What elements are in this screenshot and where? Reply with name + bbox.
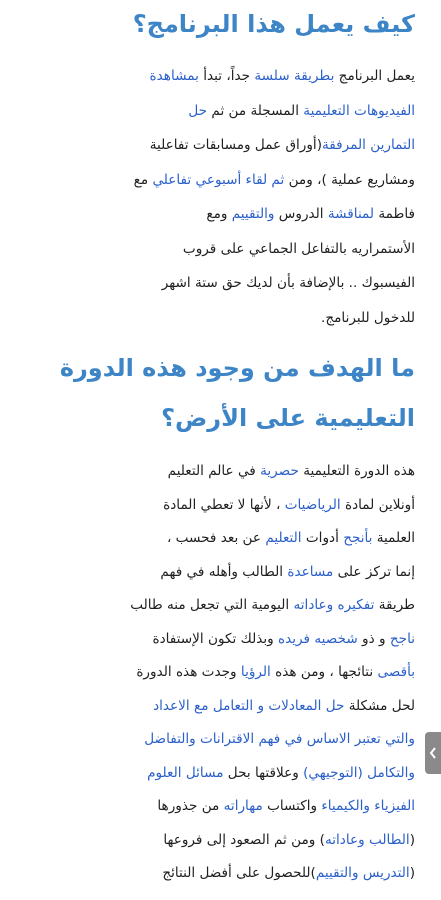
text-line (153, 694, 415, 718)
highlighted-phrase: الفيديوهات التعليمية (303, 102, 415, 119)
text-segment: فاطمة (374, 206, 415, 222)
text-segment: مع (133, 171, 153, 188)
highlighted-phrase: والتقييم (231, 206, 275, 222)
text-line (167, 526, 415, 550)
text-segment: جداً، تبدأ (198, 68, 255, 84)
text-line (162, 861, 415, 885)
text-line (130, 593, 415, 617)
text-segment: أونلاين لمادة (340, 496, 415, 513)
text-segment: من جذورها (157, 798, 224, 814)
text-segment: ( (409, 831, 415, 848)
highlighted-phrase: بمشاهدة (149, 68, 199, 84)
text-line (150, 133, 415, 157)
text-line (163, 828, 415, 852)
highlighted-phrase: مسائل العلوم (147, 764, 224, 781)
text-line (152, 627, 415, 651)
text-segment: و ذو (357, 630, 390, 647)
highlighted-phrase: الفيزياء والكيمياء (321, 798, 415, 814)
text-line (163, 493, 415, 517)
text-line (188, 99, 415, 123)
text-line (134, 168, 415, 192)
text-segment: ( (409, 865, 415, 881)
section-heading-goal-line-1: ما الهدف من وجود هذه الدورة (59, 354, 415, 382)
text-segment: الطالب وأهله في فهم (160, 563, 288, 580)
text-line (168, 459, 415, 483)
section-heading-goal-line-2: التعليمية على الأرض؟ (161, 404, 415, 432)
text-line (144, 727, 415, 751)
highlighted-phrase: ناجح (389, 630, 415, 647)
highlighted-phrase: الرياضيات (284, 496, 341, 513)
text-line (321, 306, 415, 330)
text-segment: في عالم التعليم (167, 463, 261, 479)
highlighted-phrase: شخصيه فريده (278, 630, 358, 647)
text-segment: نتائجها ، ومن هذه (270, 664, 378, 680)
highlighted-phrase: تفكيره وعاداته (293, 597, 375, 613)
highlighted-phrase: حل (188, 102, 208, 119)
text-segment: ) ومن ثم الصعود إلى فروعها (163, 831, 325, 848)
text-segment: يعمل البرنامج (334, 68, 415, 84)
highlighted-phrase: حصرية (260, 463, 299, 479)
highlighted-phrase: بأنجح (343, 530, 373, 546)
text-line (150, 64, 415, 88)
highlighted-phrase: ثم لقاء أسبوعي تفاعلي (152, 171, 285, 188)
text-segment: الفيسبوك .. بالإضافة بأن لديك حق ستة اشهر (161, 275, 415, 291)
text-segment: لحل مشكلة (344, 697, 415, 714)
text-segment: إنما تركز على (333, 563, 415, 580)
highlighted-phrase: التمارين المرفقة (322, 137, 415, 153)
highlighted-phrase: حل المعادلات و التعامل مع الاعداد (153, 697, 345, 714)
highlighted-phrase: بأقصى (377, 664, 415, 680)
highlighted-phrase: الطالب وعاداته (324, 831, 410, 848)
text-segment: أدوات (301, 530, 344, 546)
text-segment: وبذلك تكون الإستفادة (152, 630, 279, 647)
text-segment: المسجلة من ثم (207, 102, 304, 119)
text-segment: ومع (206, 206, 232, 222)
text-segment: )للحصول على أفضل النتائج (162, 865, 316, 881)
highlighted-phrase: التعليم (265, 530, 302, 546)
text-segment: واكتساب (262, 798, 322, 814)
highlighted-phrase: بطريقة سلسة (254, 68, 335, 84)
text-line (206, 202, 415, 226)
section-heading-how-it-works: كيف يعمل هذا البرنامج؟ (132, 10, 415, 38)
text-segment: للدخول للبرنامج. (321, 309, 415, 326)
text-segment: الأستمراريه بالتفاعل الجماعي على قروب (182, 240, 415, 257)
text-segment: اليومية التي تجعل منه طالب (130, 597, 294, 613)
highlighted-phrase: مساعدة (287, 563, 334, 580)
highlighted-phrase: الرؤيا (240, 664, 271, 680)
text-line (162, 271, 415, 295)
highlighted-phrase: لمناقشة (327, 206, 375, 222)
chevron-left-icon (429, 747, 437, 759)
text-line (183, 237, 415, 261)
text-line (157, 794, 415, 818)
text-segment: (أوراق عمل ومسابقات تفاعلية (149, 137, 323, 153)
text-line (136, 660, 415, 684)
text-segment: وجدت هذه الدورة (136, 664, 241, 680)
highlighted-phrase: والتي تعتبر الاساس في فهم الاقترانات والتفاضل (144, 731, 415, 747)
text-line (147, 761, 415, 785)
text-line (160, 560, 415, 584)
highlighted-phrase: والتكامل (التوجيهي) (303, 764, 415, 781)
text-segment: وعلاقتها بحل (223, 764, 304, 781)
text-segment: هذه الدورة التعليمية (298, 463, 415, 479)
highlighted-phrase: التدريس والتقييم (315, 865, 410, 881)
text-segment: ، لأنها لا تعطي المادة (163, 496, 285, 513)
text-segment: الدروس (274, 206, 328, 222)
side-scroll-tab[interactable] (425, 732, 441, 774)
text-segment: عن بعد فحسب ، (166, 530, 266, 546)
text-segment: العلمية (372, 530, 415, 546)
text-segment: طريقة (374, 597, 415, 613)
highlighted-phrase: مهاراته (223, 798, 263, 814)
text-segment: ومشاريع عملية )، ومن (284, 171, 415, 188)
